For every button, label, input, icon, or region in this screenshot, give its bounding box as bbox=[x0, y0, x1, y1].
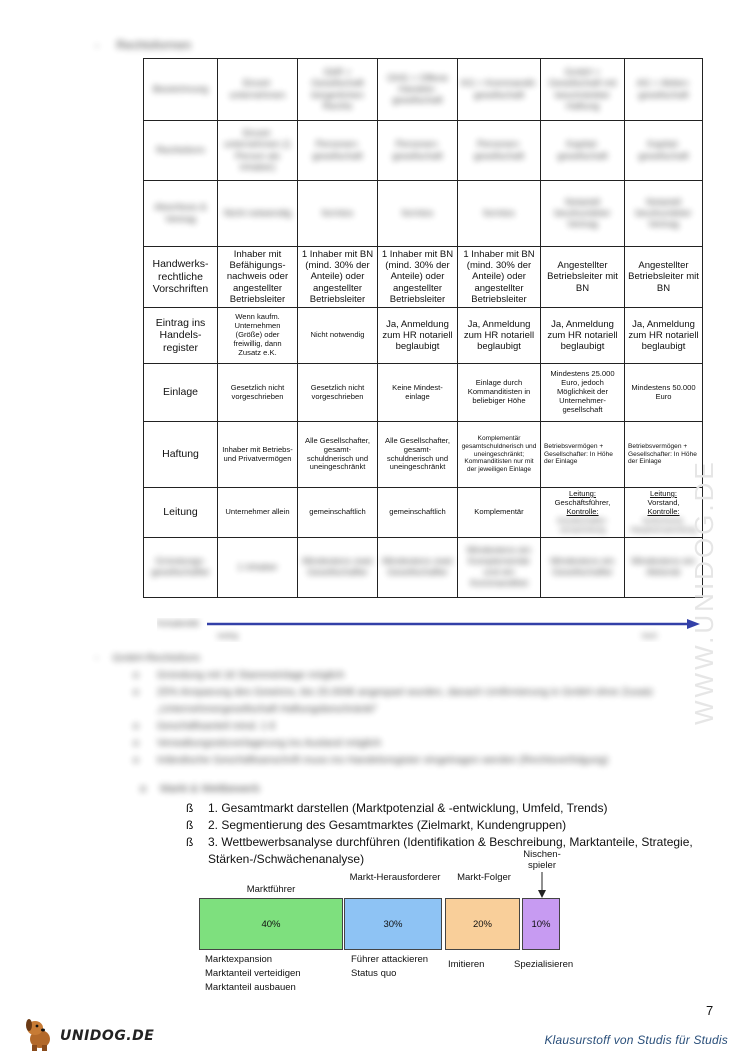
table-cell: Nicht notwendig bbox=[218, 181, 298, 247]
note: Imitieren bbox=[448, 959, 485, 970]
segment-label: Markt-Herausforderer bbox=[349, 872, 441, 883]
table-cell: Ja, Anmeldung zum HR notariell beglaubigt bbox=[541, 308, 625, 364]
watermark-text: WWW.UNIDOG.DE bbox=[689, 459, 719, 725]
segment-label: Nischen-spieler bbox=[523, 849, 561, 871]
table-cell: Mindestens 50.000 Euro bbox=[625, 364, 703, 422]
kontrolle-label: Kontrolle: bbox=[566, 506, 599, 516]
gmbh-heading bbox=[95, 650, 705, 667]
logo-text: UNIDOG.DE bbox=[60, 1028, 155, 1044]
table-cell: Alle Gesellschafter, gesamt-schuldnerisch und uneingeschränkt bbox=[298, 422, 378, 488]
dog-icon bbox=[26, 1019, 50, 1051]
table-header-cell: GmbH = Gesellschaft mit beschränkter Haftung bbox=[541, 59, 625, 121]
table-cell: Gesetzlich nicht vorgeschrieben bbox=[298, 364, 378, 422]
table-cell: Mindestens ein Komplementär und ein Kommanditist bbox=[458, 537, 541, 597]
table-cell: Einlage durch Kommanditisten in beliebiger Höhe bbox=[458, 364, 541, 422]
table-cell: Mindestens 25.000 Euro, jedoch Möglichkeit der Unternehmer-gesellschaft bbox=[541, 364, 625, 422]
complexity-low: niedrig bbox=[217, 633, 239, 640]
table-cell: 1 Inhaber mit BN (mind. 30% der Anteile) oder angestellter Betriebsleiter bbox=[378, 247, 458, 308]
segment-notes bbox=[205, 953, 301, 995]
markt-title: Markt & Wettbewerb bbox=[160, 783, 260, 795]
table-cell: formlos bbox=[378, 181, 458, 247]
table-row bbox=[144, 308, 703, 364]
kontrolle-label: Kontrolle: bbox=[647, 506, 680, 516]
list-item bbox=[186, 800, 706, 817]
watermark bbox=[685, 270, 725, 730]
gmbh-section bbox=[95, 650, 705, 769]
segment-value: 30% bbox=[383, 918, 403, 930]
complexity-high: hoch bbox=[642, 633, 658, 640]
bullet: ß bbox=[186, 818, 194, 832]
table-cell: Inhaber mit Befähigungs-nachweis oder angestellter Betriebsleiter bbox=[218, 247, 298, 308]
leitung-value: Vorstand, bbox=[647, 497, 680, 507]
segment-label: Marktführer bbox=[246, 884, 296, 895]
table-cell: Ja, Anmeldung zum HR notariell beglaubigt bbox=[378, 308, 458, 364]
table-cell: Ja, Anmeldung zum HR notariell beglaubigt bbox=[625, 308, 703, 364]
table-cell: Mindestens zwei Gesellschafter bbox=[298, 537, 378, 597]
segment-bar-marktfuehrer bbox=[199, 898, 343, 950]
table-cell: Personen-gesellschaft bbox=[458, 121, 541, 181]
step-text: 2. Segmentierung des Gesamtmarktes (Zielmarkt, Kundengruppen) bbox=[208, 818, 567, 832]
table-row bbox=[144, 121, 703, 181]
list-item bbox=[186, 834, 706, 868]
complexity-arrow bbox=[157, 618, 702, 642]
segment-bar-herausforderer bbox=[344, 898, 442, 950]
table-row bbox=[144, 59, 703, 121]
row-label: Abschluss & Vertrag bbox=[144, 181, 218, 247]
footer-slogan: Klausurstoff von Studis für Studis bbox=[544, 1033, 728, 1047]
leitung-label: Leitung: bbox=[568, 489, 597, 499]
table-cell: Inhaber mit Betriebs- und Privatvermögen bbox=[218, 422, 298, 488]
leitung-label: Leitung: bbox=[649, 489, 678, 499]
note: Marktanteil ausbauen bbox=[205, 982, 296, 993]
nischen-arrow-icon bbox=[536, 872, 548, 898]
circle-bullet: o bbox=[140, 783, 147, 795]
table-cell: Betriebsvermögen + Gesellschafter: In Höhe der Einlage bbox=[625, 422, 703, 488]
note: Status quo bbox=[351, 968, 397, 979]
section-heading-rechtsformen bbox=[95, 38, 191, 52]
segment-value: 20% bbox=[472, 918, 492, 930]
table-cell: Kapital-gesellschaft bbox=[625, 121, 703, 181]
list-item: o Verwaltungssitzverlagerung ins Ausland möglich bbox=[157, 735, 705, 752]
gmbh-list bbox=[95, 667, 705, 769]
note: Führer attackieren bbox=[351, 954, 429, 965]
table-row bbox=[144, 247, 703, 308]
kontrolle-value: Gesellschafter-versammlung bbox=[556, 515, 609, 534]
segment-notes bbox=[351, 953, 428, 981]
table-header-cell: OHG = Offene Handels-gesellschaft bbox=[378, 59, 458, 121]
table-cell: Komplementär gesamtschuldnerisch und uneingeschränkt; Kommanditisten nur mit der jeweiligen Einlage bbox=[458, 422, 541, 488]
heading-text: Rechtsformen bbox=[116, 38, 192, 52]
table-cell: Komplementär bbox=[458, 488, 541, 538]
table-cell: Wenn kaufm. Unternehmen (Größe) oder freiwillig, dann Zusatz e.K. bbox=[218, 308, 298, 364]
list-item: o Geschäftsanteil mind. 1 € bbox=[157, 718, 705, 735]
table-cell: Notariell beurkundeter Vertrag bbox=[541, 181, 625, 247]
segment-bar-nischenspieler bbox=[522, 898, 560, 950]
table-cell: Notariell beurkundeter Vertrag bbox=[625, 181, 703, 247]
table-row bbox=[144, 537, 703, 597]
page-number: 7 bbox=[706, 1003, 714, 1018]
kontrolle-value: Aufsichtsrat, Hauptversammlung bbox=[630, 515, 697, 534]
row-label: Gründungs-gesellschafter bbox=[144, 537, 218, 597]
step-text: 1. Gesamtmarkt darstellen (Marktpotenzial & -entwicklung, Umfeld, Trends) bbox=[208, 801, 608, 815]
legal-forms-table bbox=[143, 58, 703, 598]
segment-notes bbox=[514, 958, 573, 972]
markt-heading bbox=[140, 783, 260, 795]
table-header-cell: KG = Kommandit-gesellschaft bbox=[458, 59, 541, 121]
table-cell: gemeinschaftlich bbox=[378, 488, 458, 538]
table-cell-gmbh-leitung bbox=[541, 488, 625, 538]
table-cell: Personen-gesellschaft bbox=[298, 121, 378, 181]
list-item: o 25% Ansparung des Gewinns, bis 25.000€ angespart wurden, danach Umfirmierung in GmbH ohne Zusatz „Unternehmergesellschaft Haftungsbeschränkt" bbox=[157, 684, 705, 718]
segment-label: Markt-Folger bbox=[457, 872, 511, 883]
table-cell: Gesetzlich nicht vorgeschrieben bbox=[218, 364, 298, 422]
row-label: Leitung bbox=[144, 488, 218, 538]
table-header-cell: Bezeichnung bbox=[144, 59, 218, 121]
segment-value: 10% bbox=[531, 918, 551, 930]
row-label: Einlage bbox=[144, 364, 218, 422]
row-label: Eintrag ins Handels-register bbox=[144, 308, 218, 364]
table-row bbox=[144, 181, 703, 247]
table-cell: gemeinschaftlich bbox=[298, 488, 378, 538]
table-cell: formlos bbox=[458, 181, 541, 247]
segment-value: 40% bbox=[261, 918, 281, 930]
table-cell: 1 Inhaber mit BN (mind. 30% der Anteile) oder angestellter Betriebsleiter bbox=[458, 247, 541, 308]
table-header-cell: AG = Aktien-gesellschaft bbox=[625, 59, 703, 121]
list-item: o Gründung mit 1€ Stammeinlage möglich bbox=[157, 667, 705, 684]
row-label: Haftung bbox=[144, 422, 218, 488]
table-cell: Alle Gesellschafter, gesamt-schuldnerisch und uneingeschränkt bbox=[378, 422, 458, 488]
table-cell: Unternehmer allein bbox=[218, 488, 298, 538]
segment-notes bbox=[448, 958, 484, 972]
table-cell: Ja, Anmeldung zum HR notariell beglaubigt bbox=[458, 308, 541, 364]
table-cell: formlos bbox=[298, 181, 378, 247]
table-header-cell: GbR = Gesellschaft bürgerlichen Rechts bbox=[298, 59, 378, 121]
list-item bbox=[186, 817, 706, 834]
table-cell: Angestellter Betriebsleiter mit BN bbox=[541, 247, 625, 308]
note: Marktanteil verteidigen bbox=[205, 968, 301, 979]
table-header-cell: Einzel-unternehmen bbox=[218, 59, 298, 121]
table-row bbox=[144, 364, 703, 422]
gmbh-title: GmbH-Rechtsform bbox=[112, 652, 201, 664]
table-row bbox=[144, 488, 703, 538]
table-cell: 1 Inhaber mit BN (mind. 30% der Anteile) oder angestellter Betriebsleiter bbox=[298, 247, 378, 308]
table-cell: Mindestens zwei Gesellschafter bbox=[378, 537, 458, 597]
list-item: o Inländische Geschäftsanschrift muss ins Handelsregister eingetragen werden (Rechtsverfolgung) bbox=[157, 752, 705, 769]
step-text: 3. Wettbewerbsanalyse durchführen (Identifikation & Beschreibung, Marktanteile, Strategie, Stärken-/Schwächenanalyse) bbox=[208, 835, 693, 866]
note: Marktexpansion bbox=[205, 954, 273, 965]
table-cell: Betriebsvermögen + Gesellschafter: In Höhe der Einlage bbox=[541, 422, 625, 488]
table-cell: Keine Mindest-einlage bbox=[378, 364, 458, 422]
segment-bar-folger bbox=[445, 898, 520, 950]
bullet: ß bbox=[186, 835, 194, 849]
leitung-value: Geschäftsführer, bbox=[554, 497, 611, 507]
table-cell: 1 Inhaber bbox=[218, 537, 298, 597]
table-cell: Angestellter Betriebsleiter mit BN bbox=[625, 247, 703, 308]
table-row bbox=[144, 422, 703, 488]
table-cell: Nicht notwendig bbox=[298, 308, 378, 364]
bullet: ß bbox=[186, 801, 194, 815]
table-cell: Personen-gesellschaft bbox=[378, 121, 458, 181]
table-cell: Mindestens ein Aktionär bbox=[625, 537, 703, 597]
row-label: Rechtsform bbox=[144, 121, 218, 181]
dash-bullet: - bbox=[95, 652, 99, 664]
table-cell: Einzel-unternehmen (1 Person als Inhaber) bbox=[218, 121, 298, 181]
note: Spezialisieren bbox=[514, 959, 574, 970]
row-label: Handwerks-rechtliche Vorschriften bbox=[144, 247, 218, 308]
dash-bullet: - bbox=[95, 38, 99, 52]
complexity-label: Komplexität bbox=[157, 619, 199, 628]
table-cell: Mindestens ein Gesellschafter bbox=[541, 537, 625, 597]
table-cell: Kapital-gesellschaft bbox=[541, 121, 625, 181]
markt-steps bbox=[186, 800, 706, 868]
